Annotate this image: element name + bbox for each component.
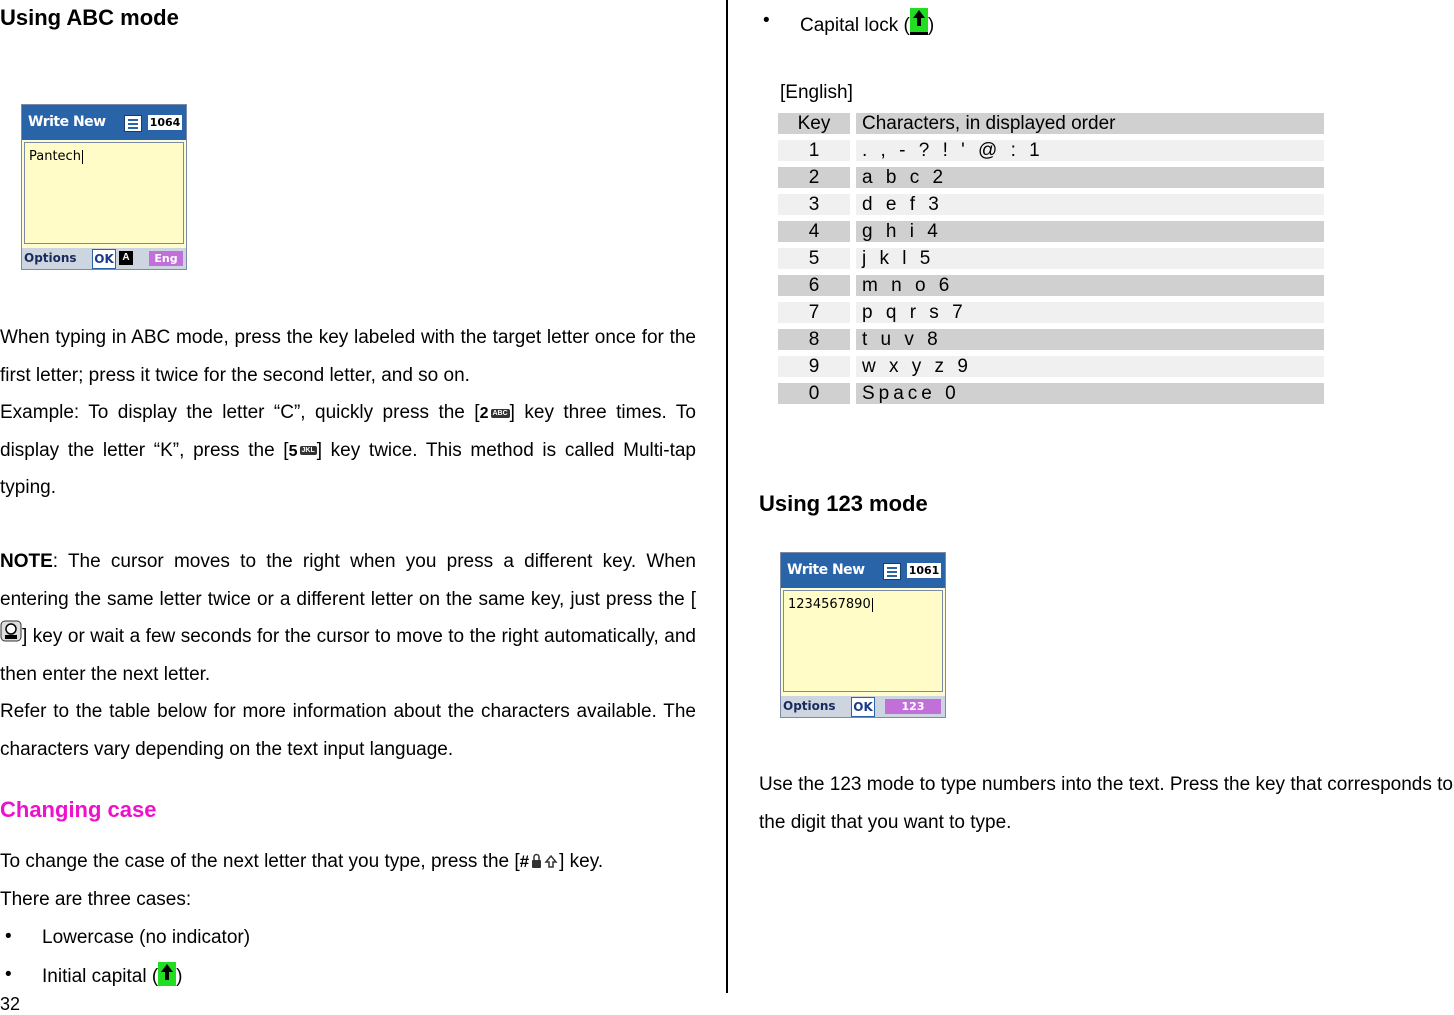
case-body: [0, 843, 700, 918]
table-row: [778, 329, 1324, 350]
table-row: [778, 248, 1324, 269]
table-row: [778, 194, 1324, 215]
case-instruction: To change the case of the next letter that you type, press the [# ] key.: [0, 843, 700, 881]
abc-intro-paragraph: When typing in ABC mode, press the key labeled with the target letter once for the first letter; press it twice for the second letter, and so on.: [0, 327, 696, 386]
table-row: [778, 221, 1324, 242]
phone-text-area: [783, 590, 943, 692]
char-counter: 1061: [908, 564, 940, 577]
multitap-example-paragraph: Example: To display the letter “C”, quickly press the [2 ABC ] key three times. To display the letter “K”, press the [5 JKL ] key twice. This method is called Multi-tap typing.: [0, 394, 696, 507]
phone-softkey-bar: [781, 696, 945, 717]
phone-typed-text: 1234567890: [788, 597, 871, 612]
column-divider: [726, 0, 728, 993]
table-cell-key: 3: [778, 194, 850, 215]
table-cell-key: 4: [778, 221, 850, 242]
table-cell-chars: g h i 4: [856, 221, 1324, 242]
input-mode-indicator: Eng: [149, 251, 183, 266]
bullet-dot: •: [5, 964, 12, 985]
phone-title: Write New: [28, 114, 106, 130]
navigation-key-icon: [0, 618, 22, 656]
table-row: [778, 383, 1324, 404]
table-cell-chars: w x y z 9: [856, 356, 1324, 377]
softkey-ok: OK: [92, 249, 116, 269]
case-lowercase: Lowercase (no indicator): [42, 927, 251, 948]
message-icon: [124, 115, 142, 132]
table-row: [778, 167, 1324, 188]
table-cell-chars: a b c 2: [856, 167, 1324, 188]
note-label: NOTE: [0, 551, 53, 572]
table-cell-key: 9: [778, 356, 850, 377]
table-header-chars: Characters, in displayed order: [856, 113, 1324, 134]
table-cell-key: 5: [778, 248, 850, 269]
table-cell-chars: t u v 8: [856, 329, 1324, 350]
character-table: [772, 107, 1330, 410]
case-indicator-icon: A: [119, 251, 133, 265]
table-row: [778, 275, 1324, 296]
table-cell-key: 1: [778, 140, 850, 161]
table-cell-key: 8: [778, 329, 850, 350]
case-capital-lock: Capital lock ( ): [800, 8, 934, 38]
phone-title: Write New: [787, 562, 865, 578]
phone-title-bar: [781, 553, 945, 588]
table-cell-key: 6: [778, 275, 850, 296]
softkey-options: Options: [783, 699, 836, 713]
table-cell-key: 7: [778, 302, 850, 323]
phone-title-bar: [22, 105, 186, 140]
table-cell-chars: . , - ? ! ' @ : 1: [856, 140, 1324, 161]
hash-shift-key-icon: #: [520, 843, 559, 881]
cursor-icon: [82, 150, 83, 164]
char-counter: 1064: [149, 116, 181, 129]
table-cell-chars: d e f 3: [856, 194, 1324, 215]
note-paragraph: NOTE: The cursor moves to the right when you press a different key. When entering the same letter twice or a different letter on the same key, just press the [] key or wait a few seconds for the cursor to move to the right automatically, and then enter the next letter.: [0, 551, 696, 685]
table-row: [778, 356, 1324, 377]
table-row: [778, 140, 1324, 161]
mode-123-paragraph: Use the 123 mode to type numbers into the text. Press the key that corresponds to the digit that you want to type.: [759, 774, 1453, 833]
abc-mode-body: [0, 319, 696, 507]
phone-softkey-bar: [22, 248, 186, 269]
bullet-dot: •: [763, 10, 770, 31]
mode-123-body: [759, 766, 1453, 841]
page-number: 32: [0, 994, 21, 1014]
cursor-icon: [872, 598, 873, 612]
phone-text-area: [24, 142, 184, 244]
table-language-label: [English]: [780, 82, 853, 103]
bullet-dot: •: [5, 926, 12, 947]
heading-changing-case: Changing case: [0, 797, 157, 822]
heading-abc-mode: Using ABC mode: [0, 5, 179, 30]
key-5-jkl-icon: 5 JKL: [288, 442, 315, 460]
table-row: [778, 302, 1324, 323]
table-header-key: Key: [778, 113, 850, 134]
table-header-row: [778, 113, 1324, 134]
key-2-abc-icon: 2 ABC: [479, 405, 508, 423]
softkey-options: Options: [24, 251, 77, 265]
capital-lock-icon: [910, 8, 928, 35]
table-cell-key: 2: [778, 167, 850, 188]
heading-123-mode: Using 123 mode: [759, 491, 928, 516]
phone-screenshot-abc: [21, 104, 187, 270]
phone-typed-text: Pantech: [29, 149, 81, 164]
table-cell-chars: Space 0: [856, 383, 1324, 404]
refer-paragraph: Refer to the table below for more information about the characters available. The characters vary depending on the text input language.: [0, 701, 696, 760]
table-cell-chars: m n o 6: [856, 275, 1324, 296]
table-cell-chars: j k l 5: [856, 248, 1324, 269]
case-initial-capital: Initial capital ( ): [42, 962, 183, 989]
softkey-ok: OK: [851, 697, 875, 717]
table-cell-chars: p q r s 7: [856, 302, 1324, 323]
three-cases-text: There are three cases:: [0, 888, 192, 910]
initial-capital-icon: [158, 962, 176, 986]
input-mode-indicator: 123: [885, 699, 941, 714]
phone-screenshot-123: [780, 552, 946, 718]
message-icon: [883, 563, 901, 580]
table-cell-key: 0: [778, 383, 850, 404]
note-block: [0, 543, 696, 768]
